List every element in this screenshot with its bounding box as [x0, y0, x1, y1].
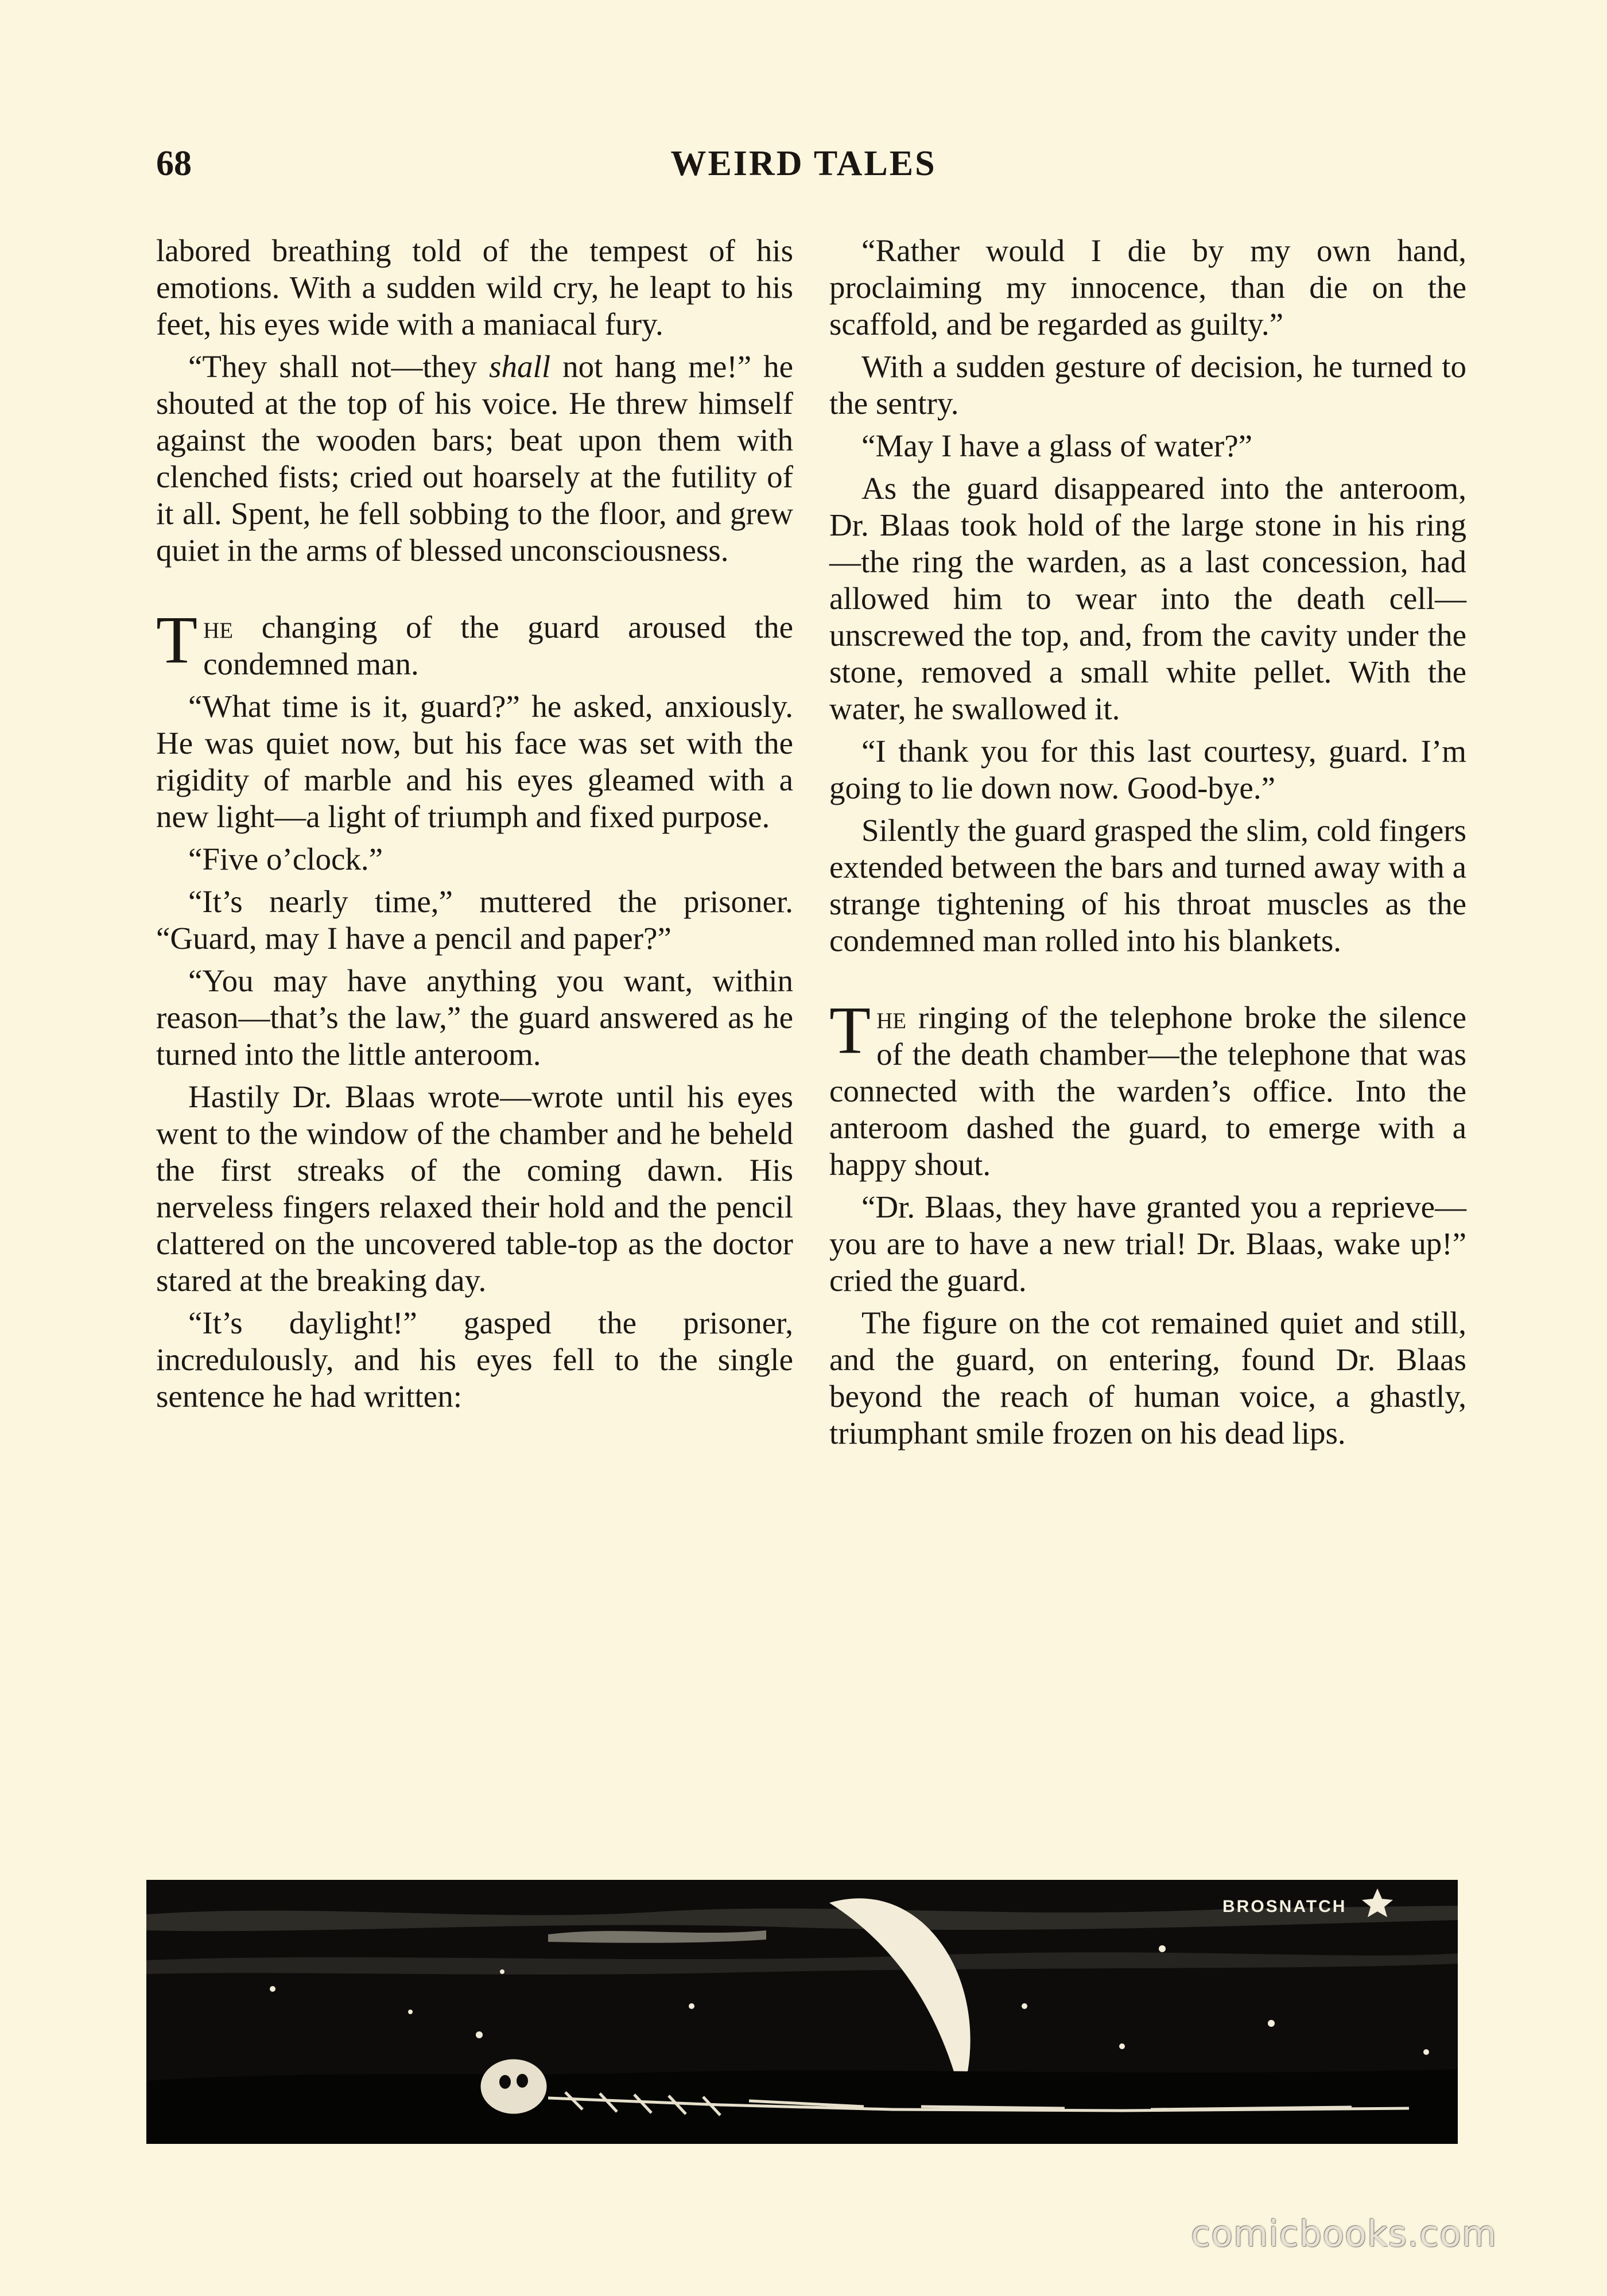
paragraph: labored breathing told of the tempest of his emotions. With a sudden wild cry, he leapt to his feet, his eyes wide with a maniacal fury. — [156, 233, 793, 342]
moon-skeleton-illustration — [146, 1880, 1458, 2144]
artist-signature: BROSNATCH — [1222, 1897, 1347, 1916]
watermark: comicbooks.com — [1191, 2213, 1497, 2255]
section-opening-paragraph: The ringing of the telephone broke the silence of the death chamber—the telephone that was connected with the warden’s office. Into the anteroom dashed the guard, to emerge with a happy shout. — [829, 992, 1466, 1182]
paragraph: “It’s daylight!” gasped the prisoner, incredulously, and his eyes fell to the single sentence he had written: — [156, 1305, 793, 1414]
paragraph: “Five o’clock.” — [188, 841, 383, 876]
page-number: 68 — [156, 144, 192, 183]
paragraph: “Dr. Blaas, they have granted you a reprieve—you are to have a new trial! Dr. Blaas, wake up!” cried the guard. — [829, 1189, 1466, 1298]
right-column — [829, 232, 1466, 1457]
paragraph: “They shall not—they shall not hang me!” he shouted at the top of his voice. He threw himself against the wooden bars; beat upon them with clenched fists; cried out hoarsely at the futility of it all. Spent, he fell sobbing to the floor, and grew quiet in the arms of blessed unconsciousness. — [156, 349, 793, 568]
paragraph: Hastily Dr. Blaas wrote—wrote until his eyes went to the window of the chamber and he beheld the first streaks of the coming dawn. His nerveless fingers relaxed their hold and the pencil clattered on the uncovered table-top as the doctor stared at the breaking day. — [156, 1079, 793, 1298]
drop-cap: T — [829, 992, 871, 1068]
illustration-art — [146, 1880, 1458, 2144]
running-header — [156, 144, 1451, 195]
paragraph: “Rather would I die by my own hand, proclaiming my innocence, than die on the scaffold, and be regarded as guilty.” — [829, 233, 1466, 342]
magazine-title: WEIRD TALES — [670, 144, 937, 183]
paragraph: “I thank you for this last courtesy, guard. I’m going to lie down now. Good-bye.” — [829, 734, 1466, 805]
paragraph: As the guard disappeared into the anteroom, Dr. Blaas took hold of the large stone in his ring—the ring the warden, as a last concession, had allowed him to wear into the death cell—unscrewed the top, and, from the cavity under the stone, removed a small white pellet. With the water, he swallowed it. — [829, 471, 1466, 726]
paragraph: “May I have a glass of water?” — [861, 428, 1253, 463]
drop-cap: T — [156, 602, 198, 677]
paragraph: “It’s nearly time,” muttered the prisoner. “Guard, may I have a pencil and paper?” — [156, 884, 793, 956]
paragraph: The figure on the cot remained quiet and still, and the guard, on entering, found Dr. Blaas beyond the reach of human voice, a ghastly, triumphant smile frozen on his dead lips. — [829, 1305, 1466, 1450]
paragraph: With a sudden gesture of decision, he turned to the sentry. — [829, 349, 1466, 421]
paragraph: Silently the guard grasped the slim, cold fingers extended between the bars and turned away with a strange tightening of his throat muscles as the condemned man rolled into his blankets. — [829, 813, 1466, 958]
section-opening-paragraph: The changing of the guard aroused the condemned man. — [156, 602, 793, 681]
paragraph: “What time is it, guard?” he asked, anxiously. He was quiet now, but his face was set with the rigidity of marble and his eyes gleamed with a new light—a light of triumph and fixed purpose. — [156, 689, 793, 834]
paragraph: “You may have anything you want, within reason—that’s the law,” the guard answered as he turned into the little anteroom. — [156, 963, 793, 1072]
left-column — [156, 232, 793, 1421]
emphasis: shall — [489, 349, 551, 384]
